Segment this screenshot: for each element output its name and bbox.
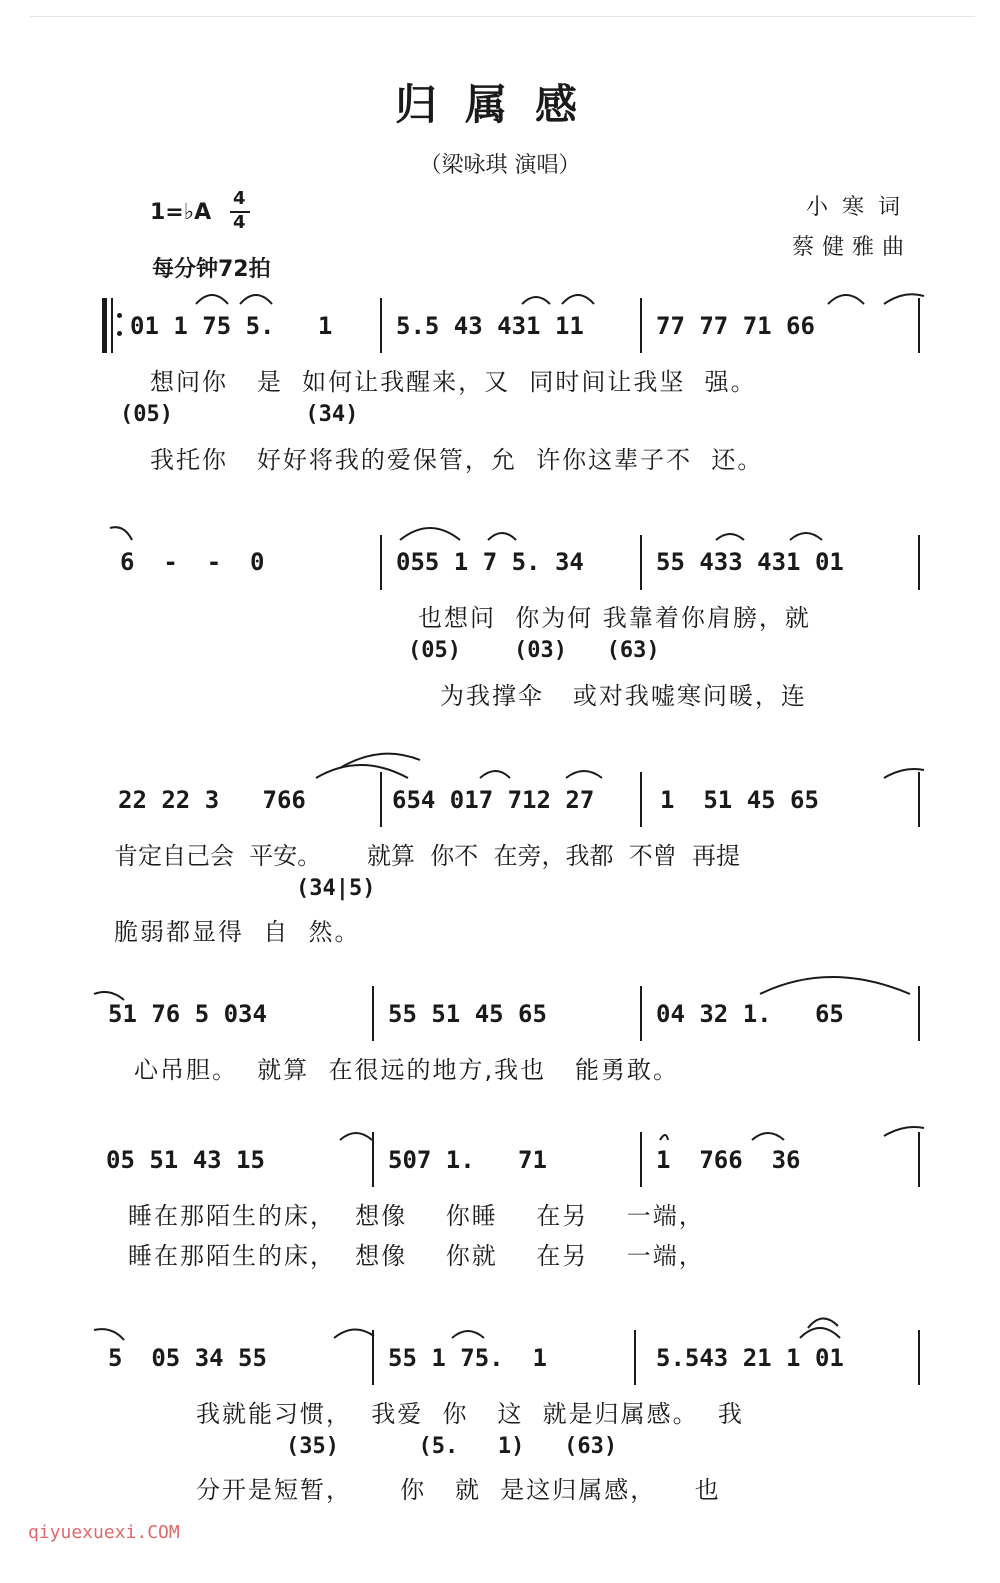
notes-measure: 55 433 431 01 <box>656 548 844 576</box>
notes-measure: 05 51 43 15 <box>106 1146 265 1174</box>
alt-notes: (05) (03) (63) <box>408 638 660 663</box>
slur <box>884 294 924 304</box>
slur <box>716 534 744 540</box>
slur <box>660 1135 668 1140</box>
slur <box>790 533 822 540</box>
song-title: 归属感 <box>394 80 605 129</box>
lyricist: 小寒词 <box>806 195 915 220</box>
notes-measure: 51 76 5 034 <box>108 1000 267 1028</box>
notes-measure: 1 51 45 65 <box>660 786 819 814</box>
lyric-line: 我就能习惯， 我爱 你 这 就是归属感。 我 <box>196 1400 744 1428</box>
slur <box>488 533 516 540</box>
notes-measure: 04 32 1. 65 <box>656 1000 844 1028</box>
slur <box>334 1329 374 1338</box>
slur <box>340 1133 372 1140</box>
slur <box>400 528 460 540</box>
slur <box>884 769 924 778</box>
slur <box>240 295 272 304</box>
slur <box>452 1331 484 1338</box>
notes-measure: 01 1 75 5. 1 <box>130 312 333 340</box>
performer: （梁咏琪 演唱） <box>419 153 581 178</box>
slur <box>196 295 228 304</box>
lyric-line: 睡在那陌生的床， 想像 你就 在另 一端， <box>128 1242 705 1270</box>
lyric-line: 想问你 是 如何让我醒来，又 同时间让我坚 强。 <box>150 368 757 396</box>
alt-notes: (05) (34) <box>120 402 359 427</box>
alt-notes: (34|5) <box>296 876 376 901</box>
lyric-line: 为我撑伞 或对我嘘寒问暖，连 <box>440 682 807 710</box>
slur <box>480 771 510 778</box>
slur <box>808 1318 838 1328</box>
slur <box>884 1127 924 1136</box>
notes-measure: 5 05 34 55 <box>108 1344 267 1372</box>
lyric-line: 肯定自己会 平安。 就算 你不 在旁，我都 不曾 再提 <box>114 842 741 870</box>
tempo-marking: 每分钟72拍 <box>152 257 271 282</box>
lyric-line: 也想问 你为何 我靠着你肩膀，就 <box>418 604 811 632</box>
notes-measure: 507 1. 71 <box>388 1146 547 1174</box>
lyric-line: 心吊胆。 就算 在很远的地方,我也 能勇敢。 <box>134 1056 680 1084</box>
composer: 蔡健雅曲 <box>792 235 913 260</box>
notes-measure: 5.5 43 431 11 <box>396 312 584 340</box>
slur <box>110 527 132 540</box>
time-signature-bottom: 4 <box>233 212 246 233</box>
watermark: qiyuexuexi.COM <box>28 1522 180 1543</box>
notes-measure: 1 766 36 <box>656 1146 801 1174</box>
slur <box>566 771 602 778</box>
notes-measure: 55 1 75. 1 <box>388 1344 547 1372</box>
lyric-line: 脆弱都显得 自 然。 <box>114 918 361 946</box>
notes-measure: 77 77 71 66 <box>656 312 815 340</box>
slur <box>800 1328 840 1338</box>
slur <box>316 765 408 778</box>
slur <box>522 297 550 304</box>
notes-measure: 55 51 45 65 <box>388 1000 547 1028</box>
lyric-line: 睡在那陌生的床， 想像 你睡 在另 一端， <box>128 1202 705 1230</box>
time-signature-top: 4 <box>233 188 246 209</box>
key-signature: 1=♭A <box>150 200 212 225</box>
lyric-line: 分开是短暂， 你 就 是这归属感， 也 <box>196 1476 721 1504</box>
notes-measure: 22 22 3 766 <box>118 786 306 814</box>
notes-measure: 654 017 712 27 <box>392 786 595 814</box>
slur <box>562 295 594 304</box>
lyric-line: 我托你 好好将我的爱保管，允 许你这辈子不 还。 <box>150 446 764 474</box>
notes-measure: 055 1 7 5. 34 <box>396 548 584 576</box>
notes-measure: 6 - - 0 <box>120 548 265 576</box>
notes-measure: 5.543 21 1 01 <box>656 1344 844 1372</box>
slur <box>94 992 124 1000</box>
slur <box>828 295 864 304</box>
alt-notes: (35) (5. 1) (63) <box>286 1434 618 1459</box>
slur <box>94 1329 124 1340</box>
slur <box>752 1133 784 1140</box>
slur <box>760 977 910 994</box>
